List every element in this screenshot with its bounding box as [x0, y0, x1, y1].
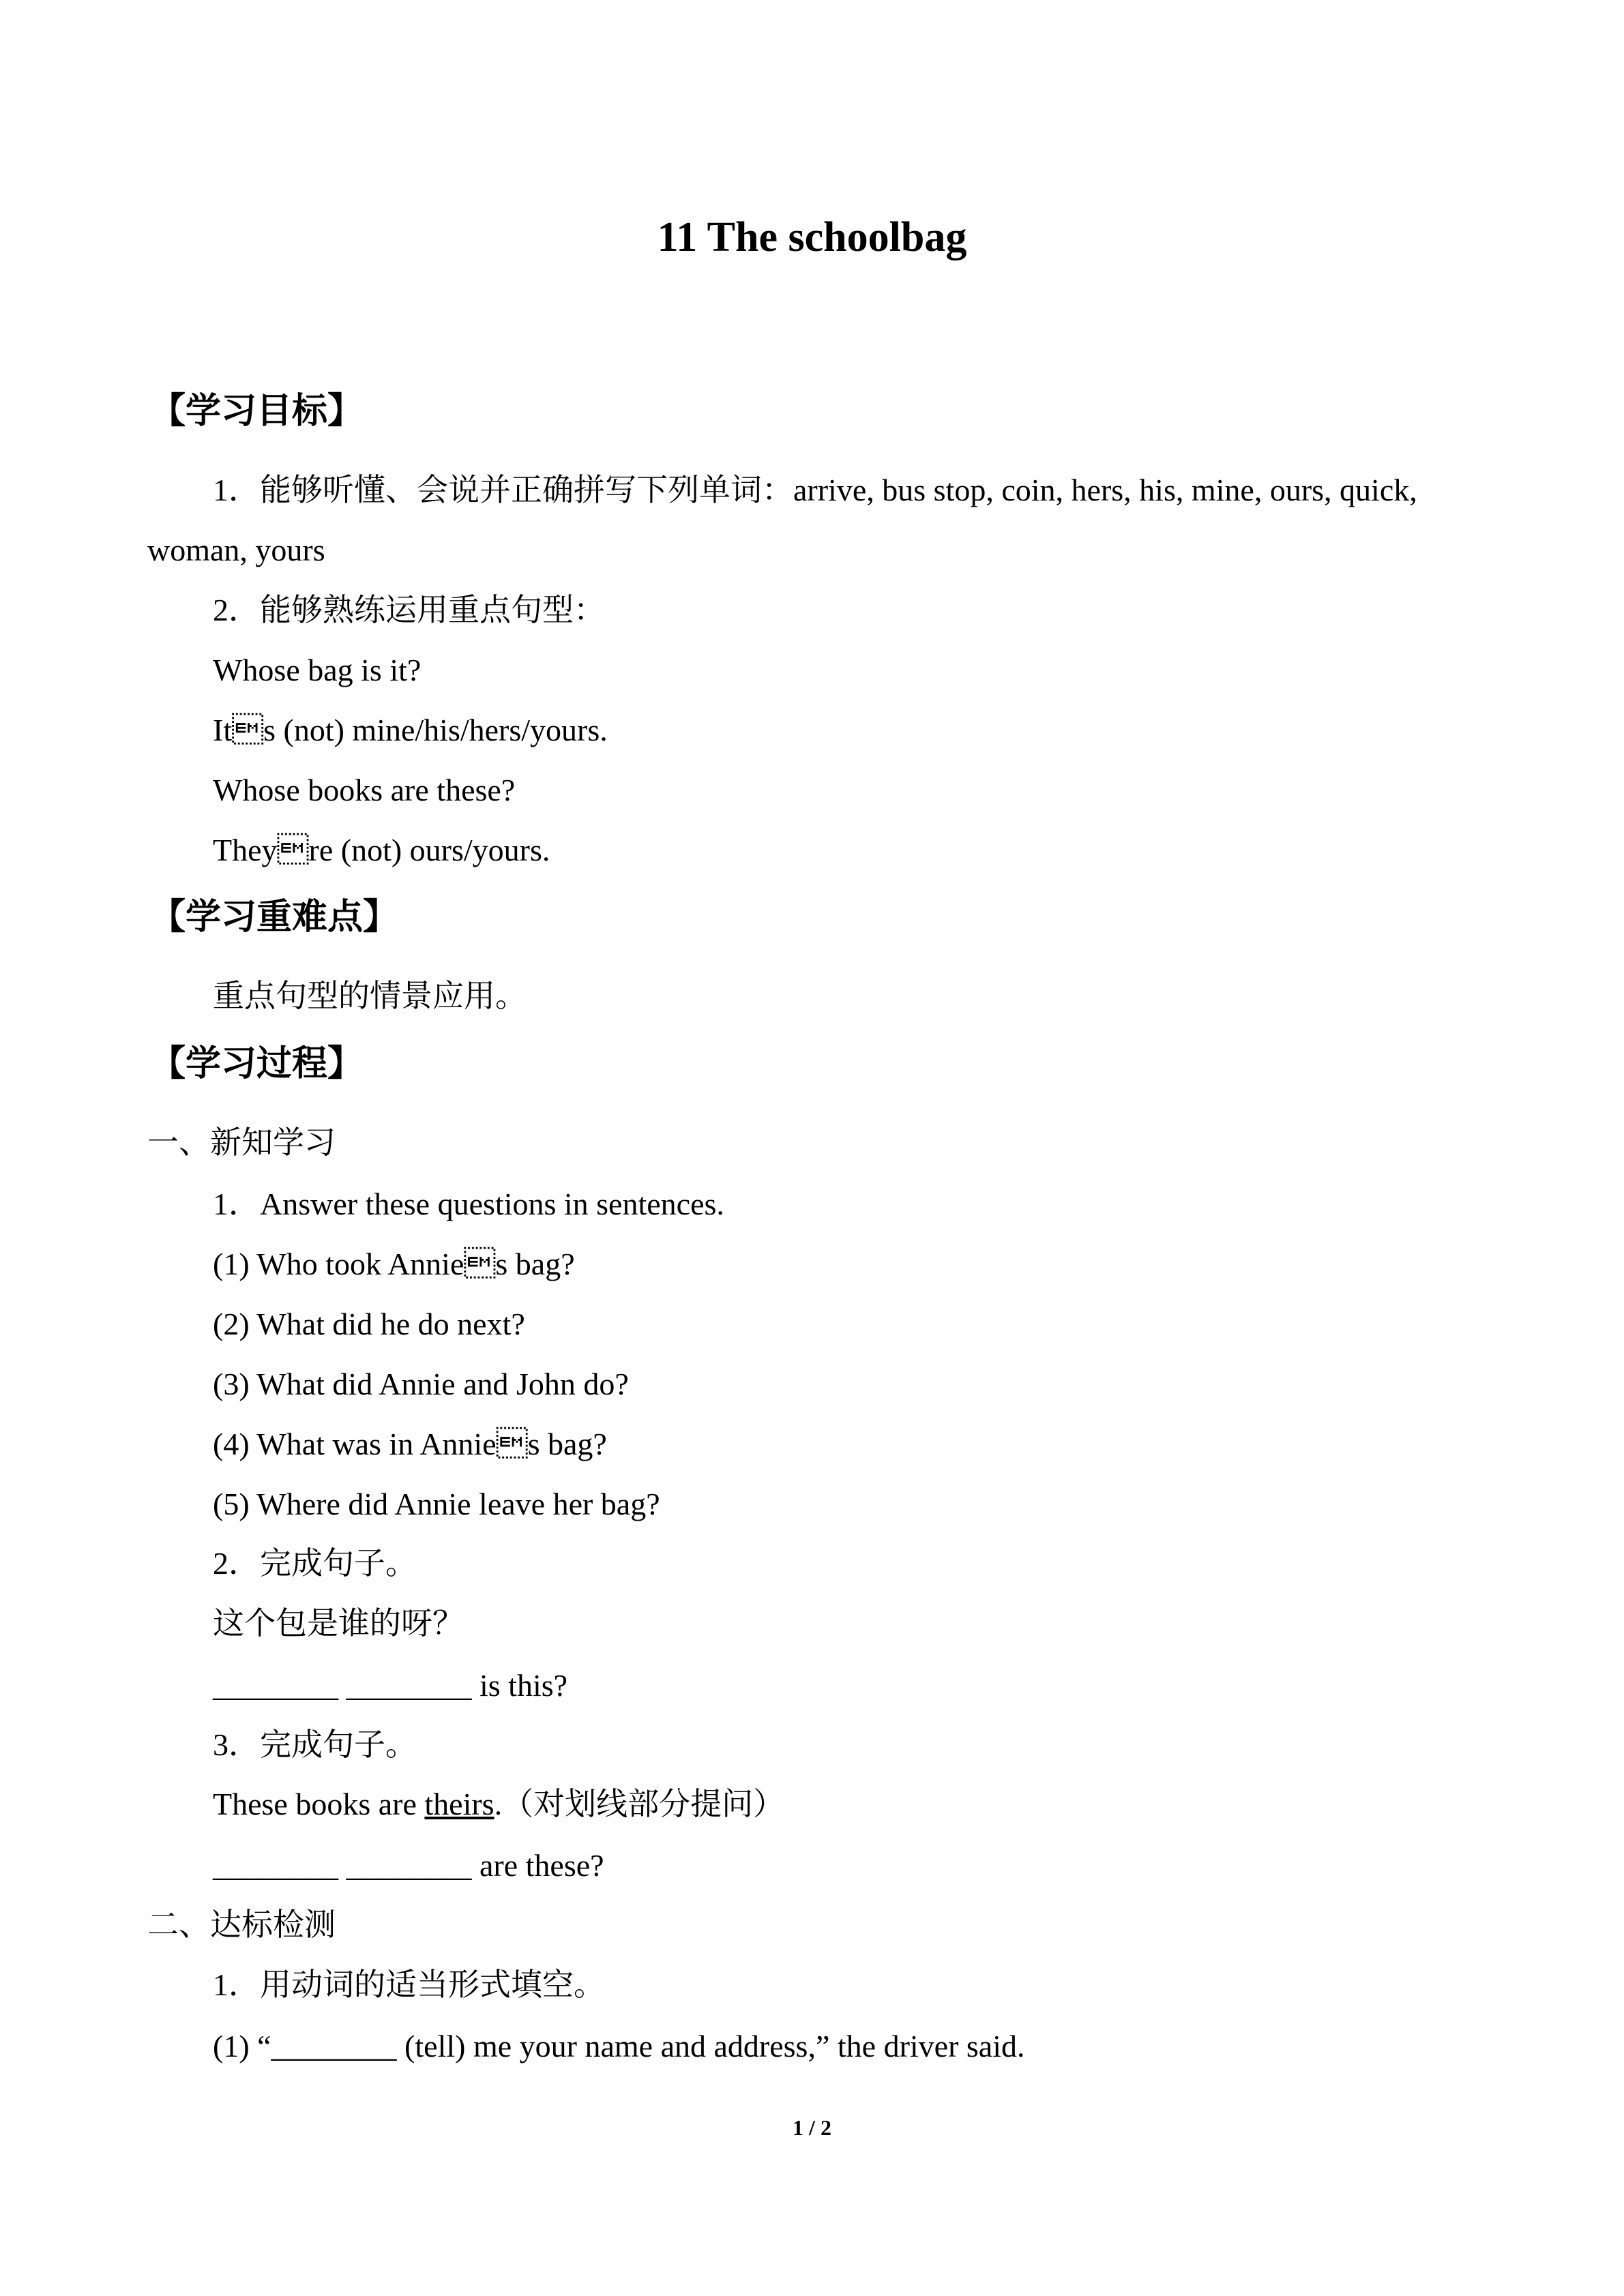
- item-3-sentence: [213, 1783, 784, 1825]
- item-3-underlined-word: theirs: [424, 1787, 494, 1821]
- question-2: (2) What did he do next?: [213, 1307, 525, 1341]
- key-points-text: 重点句型的情景应用。: [213, 979, 527, 1013]
- item-2-prompt: 这个包是谁的呀？: [213, 1606, 464, 1641]
- item-3-blank-line: ________ ________ are these?: [213, 1848, 604, 1883]
- part-2-question-1: (1) “________ (tell) me your name and address,” the driver said.: [213, 2029, 1025, 2063]
- heading-key-points: 【学习重难点】: [150, 897, 399, 938]
- item-2-blank-line: ________ ________ is this?: [213, 1668, 568, 1703]
- question-1: (1) Who took Annies bag?: [213, 1247, 575, 1281]
- heading-process: 【学习过程】: [150, 1043, 364, 1084]
- question-5: (5) Where did Annie leave her bag?: [213, 1487, 660, 1521]
- part-1-item-1: 1．Answer these questions in sentences.: [213, 1187, 724, 1221]
- objective-item-1-line-2: woman, yours: [147, 533, 325, 567]
- question-4: (4) What was in Annies bag?: [213, 1427, 607, 1461]
- page-title: 11 The schoolbag: [657, 214, 967, 260]
- item-3-prefix: These books are: [213, 1787, 425, 1821]
- pattern-2: Its (not) mine/his/hers/yours.: [213, 713, 608, 747]
- heading-objectives: 【学习目标】: [150, 391, 364, 432]
- part-1-label: 一、新知学习: [147, 1125, 336, 1160]
- part-1-item-2: 2．完成句子。: [213, 1546, 417, 1581]
- pattern-1: Whose bag is it?: [213, 653, 422, 687]
- objective-item-2: 2．能够熟练运用重点句型：: [213, 593, 605, 627]
- item-3-suffix: .（对划线部分提问）: [494, 1787, 785, 1821]
- pattern-4: Theyre (not) ours/yours.: [213, 833, 550, 867]
- page-number: 1 / 2: [793, 2115, 831, 2140]
- question-3: (3) What did Annie and John do?: [213, 1367, 629, 1401]
- pattern-3: Whose books are these?: [213, 773, 516, 807]
- part-2-item-1: 1．用动词的适当形式填空。: [213, 1967, 605, 2002]
- objective-item-1-line-1: 1．能够听懂、会说并正确拼写下列单词：arrive, bus stop, coin, hers, his, mine, ours, quick,: [213, 473, 1417, 507]
- part-1-item-3: 3．完成句子。: [213, 1727, 417, 1762]
- part-2-label: 二、达标检测: [147, 1907, 336, 1942]
